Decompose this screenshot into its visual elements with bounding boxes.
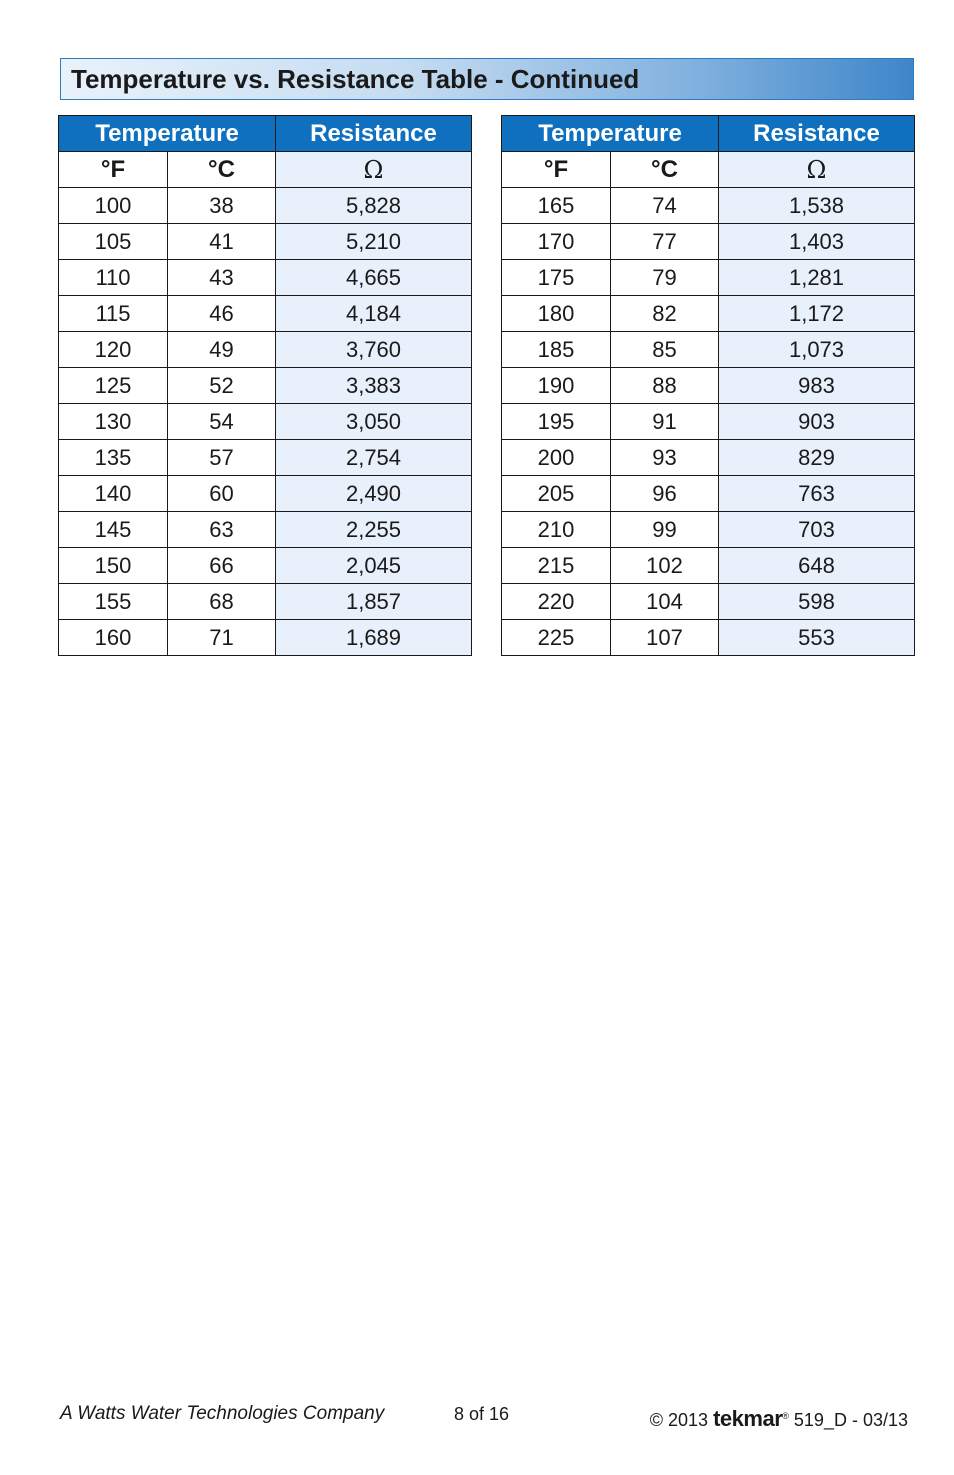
cell-celsius: 82 <box>611 296 719 332</box>
cell-resistance: 5,828 <box>276 188 472 224</box>
table-row <box>59 584 472 620</box>
cell-fahrenheit: 180 <box>502 296 611 332</box>
cell-resistance: 829 <box>719 440 915 476</box>
registered-mark: ® <box>782 1411 789 1421</box>
cell-celsius: 96 <box>611 476 719 512</box>
cell-celsius: 54 <box>168 404 276 440</box>
cell-resistance: 903 <box>719 404 915 440</box>
document-code: 519_D - 03/13 <box>793 1410 908 1430</box>
cell-celsius: 99 <box>611 512 719 548</box>
cell-celsius: 71 <box>168 620 276 656</box>
copyright-text: © 2013 <box>649 1410 709 1430</box>
cell-fahrenheit: 205 <box>502 476 611 512</box>
cell-fahrenheit: 165 <box>502 188 611 224</box>
cell-resistance: 4,665 <box>276 260 472 296</box>
temperature-header: Temperature <box>59 116 276 152</box>
cell-celsius: 46 <box>168 296 276 332</box>
table-row <box>502 440 915 476</box>
table-row <box>502 260 915 296</box>
table-row <box>59 296 472 332</box>
table-row <box>59 188 472 224</box>
cell-fahrenheit: 105 <box>59 224 168 260</box>
table-row <box>502 404 915 440</box>
cell-resistance: 2,490 <box>276 476 472 512</box>
table-row <box>59 224 472 260</box>
table-row <box>59 476 472 512</box>
cell-fahrenheit: 210 <box>502 512 611 548</box>
resistance-header: Resistance <box>719 116 915 152</box>
table-row <box>59 512 472 548</box>
table-row <box>502 620 915 656</box>
cell-celsius: 43 <box>168 260 276 296</box>
cell-resistance: 983 <box>719 368 915 404</box>
cell-celsius: 38 <box>168 188 276 224</box>
footer-copyright <box>650 1406 908 1432</box>
unit-fahrenheit: °F <box>59 152 168 188</box>
cell-resistance: 2,754 <box>276 440 472 476</box>
resistance-table-right <box>501 115 915 656</box>
section-title: Temperature vs. Resistance Table - Continued <box>71 63 640 94</box>
cell-fahrenheit: 110 <box>59 260 168 296</box>
table-row <box>502 512 915 548</box>
cell-resistance: 648 <box>719 548 915 584</box>
cell-resistance: 1,538 <box>719 188 915 224</box>
table-row <box>59 332 472 368</box>
cell-resistance: 2,255 <box>276 512 472 548</box>
cell-fahrenheit: 175 <box>502 260 611 296</box>
cell-resistance: 1,689 <box>276 620 472 656</box>
cell-fahrenheit: 215 <box>502 548 611 584</box>
table-body <box>59 188 472 656</box>
cell-fahrenheit: 160 <box>59 620 168 656</box>
unit-celsius: °C <box>168 152 276 188</box>
table-row <box>502 296 915 332</box>
temperature-header: Temperature <box>502 116 719 152</box>
cell-fahrenheit: 170 <box>502 224 611 260</box>
cell-celsius: 107 <box>611 620 719 656</box>
cell-celsius: 93 <box>611 440 719 476</box>
cell-resistance: 3,760 <box>276 332 472 368</box>
cell-fahrenheit: 155 <box>59 584 168 620</box>
cell-fahrenheit: 115 <box>59 296 168 332</box>
header-row <box>59 116 472 152</box>
cell-celsius: 74 <box>611 188 719 224</box>
cell-fahrenheit: 220 <box>502 584 611 620</box>
cell-fahrenheit: 140 <box>59 476 168 512</box>
footer-page-number: 8 of 16 <box>454 1404 510 1424</box>
resistance-header: Resistance <box>276 116 472 152</box>
cell-resistance: 3,383 <box>276 368 472 404</box>
unit-row <box>59 152 472 188</box>
cell-celsius: 91 <box>611 404 719 440</box>
cell-fahrenheit: 130 <box>59 404 168 440</box>
table-row <box>59 440 472 476</box>
table-body <box>502 188 915 656</box>
cell-celsius: 68 <box>168 584 276 620</box>
cell-celsius: 66 <box>168 548 276 584</box>
cell-celsius: 79 <box>611 260 719 296</box>
cell-fahrenheit: 145 <box>59 512 168 548</box>
table-row <box>502 548 915 584</box>
cell-fahrenheit: 185 <box>502 332 611 368</box>
cell-resistance: 2,045 <box>276 548 472 584</box>
table-row <box>502 476 915 512</box>
cell-resistance: 3,050 <box>276 404 472 440</box>
cell-celsius: 77 <box>611 224 719 260</box>
cell-celsius: 88 <box>611 368 719 404</box>
section-title-bar <box>60 58 914 100</box>
resistance-table-left <box>58 115 472 656</box>
cell-fahrenheit: 195 <box>502 404 611 440</box>
table-row <box>59 404 472 440</box>
table-row <box>59 368 472 404</box>
table-row <box>502 188 915 224</box>
table-row <box>502 224 915 260</box>
cell-resistance: 1,403 <box>719 224 915 260</box>
cell-resistance: 1,857 <box>276 584 472 620</box>
table-row <box>59 548 472 584</box>
cell-fahrenheit: 120 <box>59 332 168 368</box>
table-row <box>59 260 472 296</box>
table-row <box>59 620 472 656</box>
cell-fahrenheit: 225 <box>502 620 611 656</box>
unit-ohm: Ω <box>276 152 472 188</box>
cell-resistance: 1,172 <box>719 296 915 332</box>
cell-resistance: 1,073 <box>719 332 915 368</box>
cell-fahrenheit: 150 <box>59 548 168 584</box>
footer-company: A Watts Water Technologies Company <box>60 1403 385 1424</box>
table-row <box>502 584 915 620</box>
cell-celsius: 57 <box>168 440 276 476</box>
cell-celsius: 104 <box>611 584 719 620</box>
cell-resistance: 4,184 <box>276 296 472 332</box>
cell-fahrenheit: 135 <box>59 440 168 476</box>
cell-celsius: 85 <box>611 332 719 368</box>
header-row <box>502 116 915 152</box>
tekmar-logo: tekmar <box>713 1406 783 1431</box>
cell-celsius: 41 <box>168 224 276 260</box>
unit-fahrenheit: °F <box>502 152 611 188</box>
cell-celsius: 52 <box>168 368 276 404</box>
cell-resistance: 763 <box>719 476 915 512</box>
cell-resistance: 5,210 <box>276 224 472 260</box>
cell-resistance: 598 <box>719 584 915 620</box>
cell-celsius: 60 <box>168 476 276 512</box>
unit-ohm: Ω <box>719 152 915 188</box>
cell-resistance: 553 <box>719 620 915 656</box>
cell-fahrenheit: 190 <box>502 368 611 404</box>
cell-fahrenheit: 125 <box>59 368 168 404</box>
cell-celsius: 102 <box>611 548 719 584</box>
cell-resistance: 703 <box>719 512 915 548</box>
cell-fahrenheit: 200 <box>502 440 611 476</box>
table-row <box>502 332 915 368</box>
cell-fahrenheit: 100 <box>59 188 168 224</box>
table-row <box>502 368 915 404</box>
unit-row <box>502 152 915 188</box>
unit-celsius: °C <box>611 152 719 188</box>
cell-resistance: 1,281 <box>719 260 915 296</box>
cell-celsius: 49 <box>168 332 276 368</box>
cell-celsius: 63 <box>168 512 276 548</box>
